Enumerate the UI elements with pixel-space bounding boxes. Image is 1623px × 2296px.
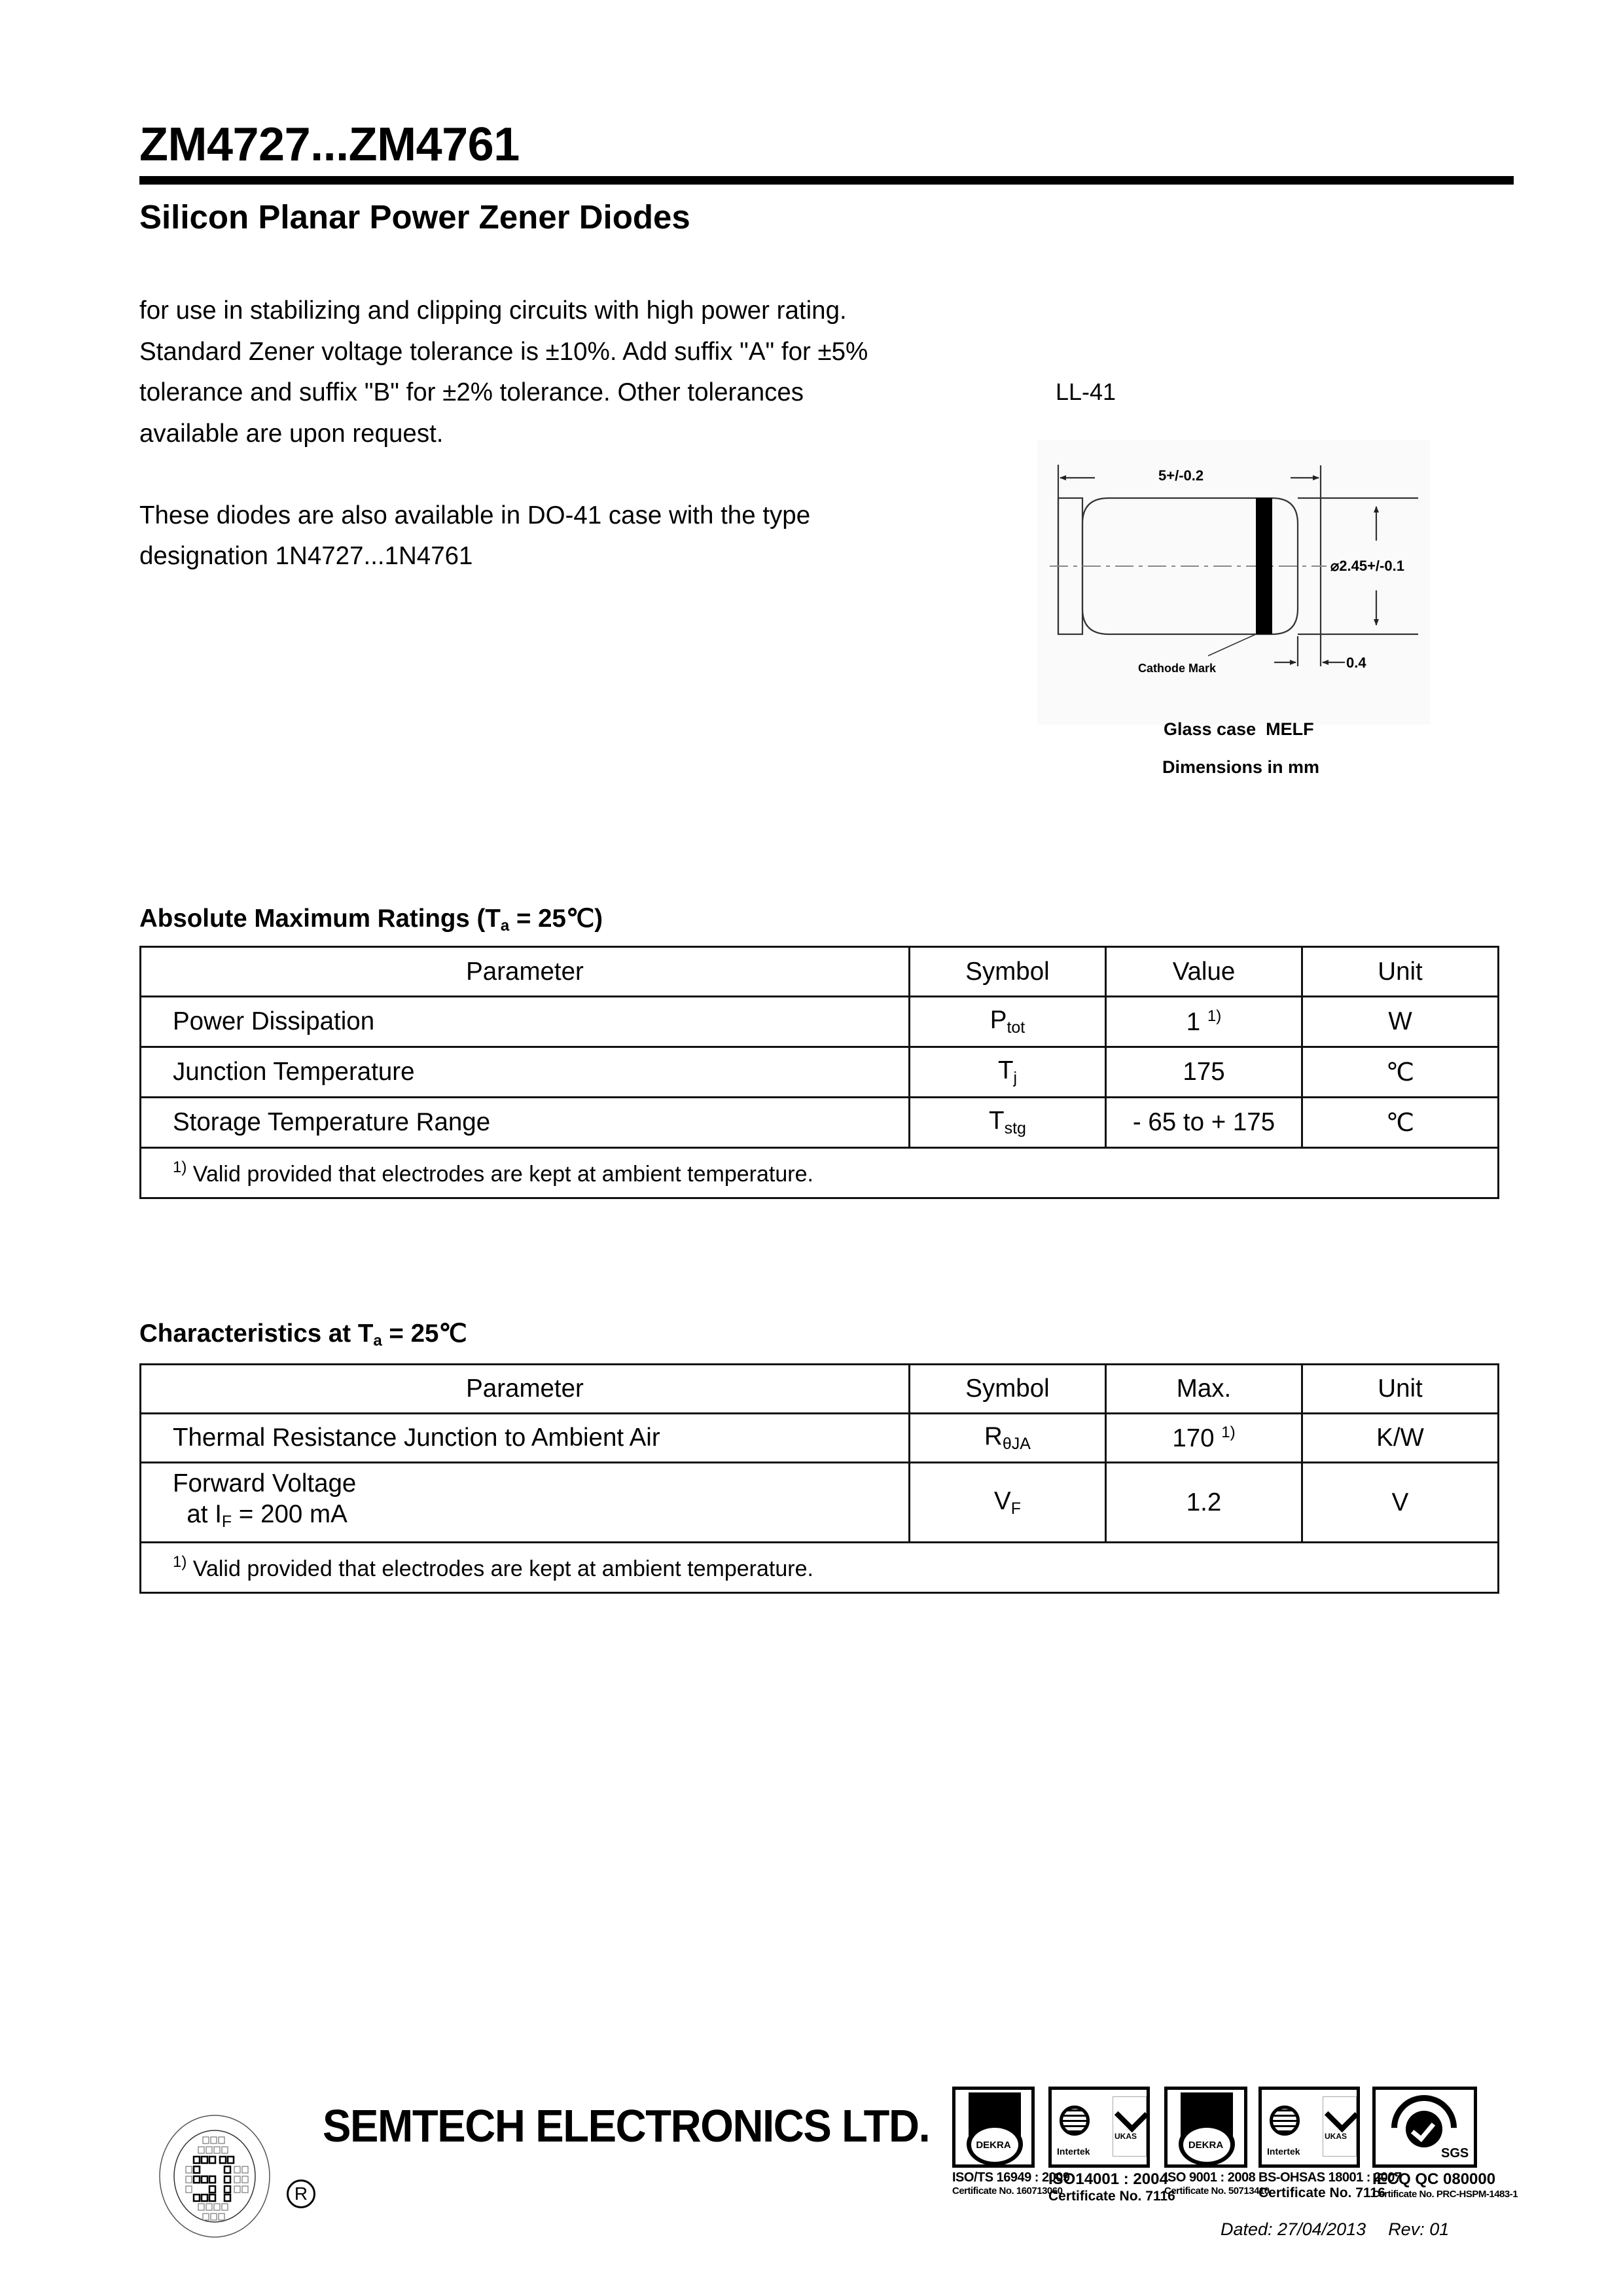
parameter-cell: Junction Temperature [141,1047,910,1098]
document-title: ZM4727...ZM4761 [139,118,520,171]
symbol-cell: $R_{\theta JA}$ [910,1414,1106,1463]
sgs-logo-icon: SGS [1372,2087,1477,2168]
characteristics-heading: Characteristics at $T_a$ = 25℃ [139,1319,467,1350]
column-header-value: Value [1106,947,1302,997]
value-cell: 175 [1106,1047,1302,1098]
table-header-row [141,1365,1499,1414]
dekra-logo-icon: DEKRA [952,2087,1035,2168]
table-row [141,1414,1499,1463]
intertek-ukas-logo-icon: Intertek UKAS [1258,2087,1360,2168]
unit-cell: W [1302,997,1499,1047]
registered-mark: R [287,2179,315,2208]
table-footnote-row [141,1543,1499,1593]
table-row [141,1463,1499,1543]
company-name: SEMTECH ELECTRONICS LTD. [323,2100,930,2151]
table-header-row [141,947,1499,997]
footnote-cell: $^{1)}$ Valid provided that electrodes are kept at ambient temperature. [141,1148,1499,1198]
column-header-unit: Unit [1302,947,1499,997]
cathode-mark-label: Cathode Mark [1138,662,1217,675]
certification-iso-14001: Intertek UKAS ISO14001 : 2004 Certificate No. 7116 [1048,2087,1150,2204]
cap-dimension: 0.4 [1346,655,1366,671]
certification-iso-9001: DEKRA ISO 9001 : 2008 Certificate No. 50713410 [1164,2087,1247,2197]
symbol-cell: $V_F$ [910,1463,1106,1543]
symbol-cell: $T_j$ [910,1047,1106,1098]
abs-max-heading: Absolute Maximum Ratings ($T_a$ = 25℃) [139,905,603,935]
diameter-dimension: ⌀2.45+/-0.1 [1330,558,1404,574]
intro-paragraph-2: These diodes are also available in DO-41 case with the type designation 1N4727...1N4761 [139,501,811,570]
table-footnote-row [141,1148,1499,1198]
abs-max-table [139,946,1499,1199]
footnote-cell: $^{1)}$ Valid provided that electrodes are kept at ambient temperature. [141,1543,1499,1593]
column-header-symbol: Symbol [910,1365,1106,1414]
case-caption: Glass case MELF [1164,719,1314,739]
unit-cell: ℃ [1302,1098,1499,1148]
document-date-revision: Dated: 27/04/2013 Rev: 01 [1221,2219,1450,2239]
parameter-cell: Storage Temperature Range [141,1098,910,1148]
column-header-unit: Unit [1302,1365,1499,1414]
unit-cell: V [1302,1463,1499,1543]
package-label: LL-41 [1056,378,1116,405]
cathode-band [1256,498,1272,634]
units-caption: Dimensions in mm [1162,757,1320,777]
table-row [141,1047,1499,1098]
certification-iso-ts-16949: DEKRA ISO/TS 16949 : 2009 Certificate No. 160713060 [952,2087,1035,2197]
parameter-cell: Forward Voltage at $I_F = 200$ mA [141,1463,910,1543]
intro-paragraph-1: for use in stabilizing and clipping circuits with high power rating. Standard Zener voltage tolerance is ±10%. Add suffix "A" for ±5% tolerance and suffix "B" for ±2% tolerance. Other tolerances available are upon request. [139,296,868,448]
parameter-cell: Thermal Resistance Junction to Ambient Air [141,1414,910,1463]
table-row [141,997,1499,1047]
package-outline-drawing [0,0,1623,785]
unit-cell: K/W [1302,1414,1499,1463]
intertek-ukas-logo-icon: Intertek UKAS [1048,2087,1150,2168]
certification-iecq-qc-080000: SGS IECQ QC 080000 Certificate No. PRC-HSPM-1483-1 [1372,2087,1477,2200]
symbol-cell: $T_{stg}$ [910,1098,1106,1148]
column-header-parameter: Parameter [141,1365,910,1414]
table-row [141,1098,1499,1148]
value-cell: 170 $^{1)}$ [1106,1414,1302,1463]
dekra-logo-icon: DEKRA [1164,2087,1247,2168]
length-dimension: 5+/-0.2 [1158,467,1204,484]
value-cell: 1.2 [1106,1463,1302,1543]
semtech-logo-icon [156,2111,287,2242]
column-header-max: Max. [1106,1365,1302,1414]
value-cell: - 65 to + 175 [1106,1098,1302,1148]
parameter-cell: Power Dissipation [141,997,910,1047]
certification-bs-ohsas-18001: Intertek UKAS BS-OHSAS 18001 : 2007 Certificate No. 7116 [1258,2087,1360,2201]
unit-cell: ℃ [1302,1047,1499,1098]
column-header-symbol: Symbol [910,947,1106,997]
document-subtitle: Silicon Planar Power Zener Diodes [139,198,690,236]
characteristics-table [139,1363,1499,1594]
column-header-parameter: Parameter [141,947,910,997]
symbol-cell: $P_{tot}$ [910,997,1106,1047]
value-cell: 1 $^{1)}$ [1106,997,1302,1047]
